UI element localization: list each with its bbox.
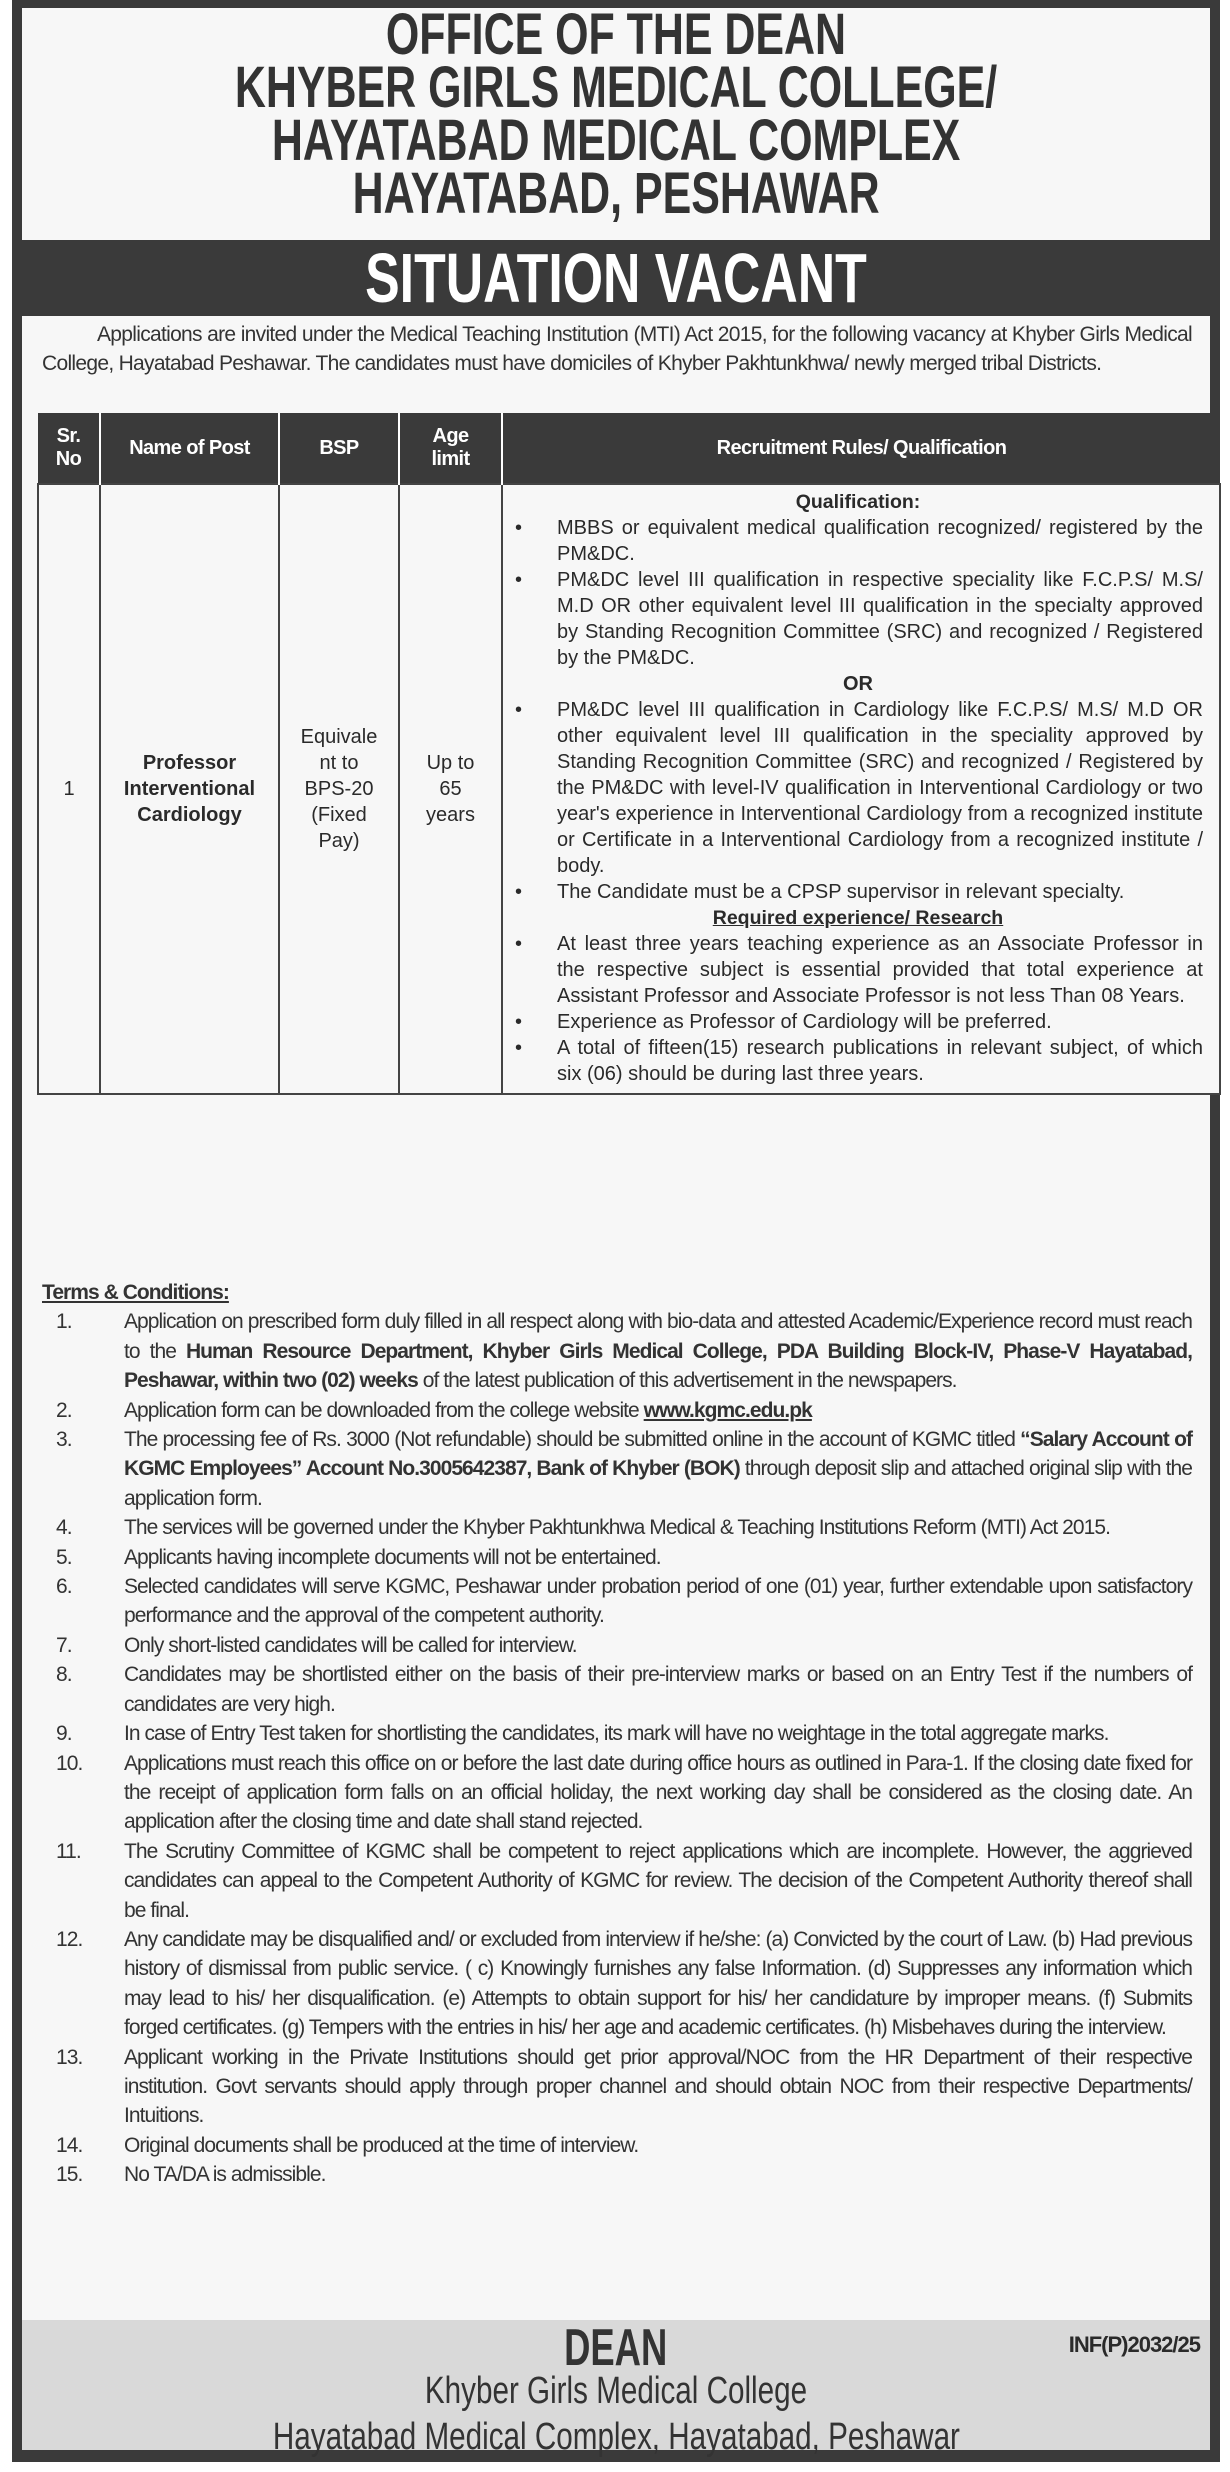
term-number: 14. xyxy=(56,2133,83,2157)
cell-recruitment-rules xyxy=(502,484,1220,1094)
header-text: No xyxy=(55,448,82,470)
term-number: 7. xyxy=(56,1633,72,1657)
bsp-text: BPS-20 xyxy=(304,778,374,800)
term-number: 15. xyxy=(56,2163,83,2187)
office-header xyxy=(22,2,1210,240)
list-item xyxy=(513,1035,1203,1087)
table-row xyxy=(38,484,1220,1094)
term-text: Application form can be downloaded from the college website xyxy=(124,1398,644,1422)
header-line: HAYATABAD MEDICAL COMPLEX xyxy=(271,108,961,173)
term-number: 5. xyxy=(56,1545,72,1569)
situation-vacant-banner xyxy=(22,240,1210,316)
bullet-icon: • xyxy=(515,1037,523,1059)
term-item xyxy=(42,1513,1192,1542)
qualification-list-b xyxy=(513,697,1203,905)
col-recruitment-rules: Recruitment Rules/ Qualification xyxy=(502,413,1220,484)
list-item-text: The Candidate must be a CPSP supervisor in relevant specialty. xyxy=(557,881,1125,903)
col-bsp: BSP xyxy=(279,413,399,484)
term-item xyxy=(42,1749,1192,1837)
term-text: The Scrutiny Committee of KGMC shall be competent to reject applications which are incomplete. However, the aggrieved candidates can appeal to the Competent Authority of KGMC for review. The decision of the Competent Authority thereof shall be final. xyxy=(124,1839,1192,1922)
col-age-limit xyxy=(399,413,502,484)
age-text: Up to xyxy=(426,752,475,774)
term-number: 2. xyxy=(56,1398,72,1422)
list-item-text: A total of fifteen(15) research publications in relevant subject, of which six (06) should be during last three years. xyxy=(557,1037,1203,1085)
list-item xyxy=(513,515,1203,567)
bullet-icon: • xyxy=(515,517,523,539)
list-item xyxy=(513,1009,1203,1035)
signature-footer xyxy=(22,2319,1210,2458)
term-number: 1. xyxy=(56,1310,72,1334)
term-text: Application on prescribed form duly filled in all respect along with bio-data and attested Academic/Experience record must reach to the xyxy=(124,1310,1192,1363)
term-text: Any candidate may be disqualified and/ or excluded from interview if he/she: (a) Convicted by the court of Law. (b) Had previous history of dismissal from public service. ( c) Knowingly furnishes any false Information. (d) Suppresses any information which may lead to his/ her disqualification. (e) Attempts to obtain support for his/ her candidature by improper means. (f) Submits forged certificates. (g) Tempers with the entries in his/ her age and academic certificates. (h) Misbehaves during the interview. xyxy=(124,1927,1192,2040)
list-item xyxy=(513,697,1203,879)
term-text: Applications must reach this office on or before the last date during office hours as outlined in Para-1. If the closing date fixed for the receipt of application form falls on an official holiday, the next working day shall be considered as the closing date. An application after the closing time and date shall stand rejected. xyxy=(124,1751,1192,1834)
list-item-text: MBBS or equivalent medical qualification recognized/ registered by the PM&DC. xyxy=(557,517,1203,565)
cell-sr-no: 1 xyxy=(38,484,100,1094)
advertisement-reference: INF(P)2032/25 xyxy=(1068,2332,1200,2357)
term-item xyxy=(42,1572,1192,1631)
experience-heading: Required experience/ Research xyxy=(712,907,1004,929)
header-text: Age xyxy=(432,425,469,447)
term-text: Candidates may be shortlisted either on the basis of their pre-interview marks or based on an Entry Test if the numbers of candidates are very high. xyxy=(124,1663,1192,1716)
term-text: through deposit slip and attached original slip with the application form. xyxy=(124,1457,1192,1510)
term-item xyxy=(42,1631,1192,1660)
advertisement-frame xyxy=(12,0,1220,2462)
list-item xyxy=(513,567,1203,671)
list-item xyxy=(513,931,1203,1009)
list-item xyxy=(513,879,1203,905)
age-text: years xyxy=(426,804,475,826)
post-text: Professor xyxy=(142,752,237,774)
term-number: 10. xyxy=(56,1751,83,1775)
header-text: limit xyxy=(431,448,470,470)
list-item-text: At least three years teaching experience as an Associate Professor in the respective subject is essential provided that total experience at Assistant Professor and Associate Professor is not less Than 08 Years. xyxy=(557,933,1203,1007)
term-text: Original documents shall be produced at the time of interview. xyxy=(124,2133,639,2157)
term-text: Only short-listed candidates will be called for interview. xyxy=(124,1633,577,1657)
bsp-text: (Fixed xyxy=(311,804,367,826)
term-number: 11. xyxy=(56,1839,81,1863)
bsp-text: Equivale xyxy=(300,726,378,748)
term-number: 6. xyxy=(56,1575,72,1599)
col-name-of-post: Name of Post xyxy=(100,413,279,484)
header-line: OFFICE OF THE DEAN xyxy=(385,2,847,67)
qualification-heading: Qualification: xyxy=(795,491,921,513)
intro-paragraph: Applications are invited under the Medical Teaching Institution (MTI) Act 2015, for the following vacancy at Khyber Girls Medical College, Hayatabad Peshawar. The candidates must have domiciles of Khyber Pakhtunkhwa/ newly merged tribal Districts. xyxy=(42,323,1192,375)
bsp-text: nt to xyxy=(319,752,359,774)
term-text: Applicant working in the Private Institutions should get prior approval/NOC from the HR Department of their respective institution. Govt servants should apply through proper channel and should obtain NOC from their respective Departments/ Intuitions. xyxy=(124,2045,1192,2128)
list-item-text: PM&DC level III qualification in Cardiology like F.C.P.S/ M.S/ M.D OR other equivalent level III qualification in the speciality approved by Standing Recognition Committee (SRC) and recognized / Registered by the PM&DC with level-IV qualification in Interventional Cardiology or two year's experience in Interventional Cardiology from a recognized institute or Certificate in a Interventional Cardiology from a recognized institute / body. xyxy=(557,699,1203,877)
terms-and-conditions xyxy=(42,1278,1192,2190)
dean-title: DEAN xyxy=(564,2319,668,2377)
footer-college: Khyber Girls Medical College xyxy=(424,2370,808,2412)
term-text: Selected candidates will serve KGMC, Peshawar under probation period of one (01) year, further extendable upon satisfactory performance and the approval of the competent authority. xyxy=(124,1575,1192,1628)
term-text: Applicants having incomplete documents will not be entertained. xyxy=(124,1545,661,1569)
term-item xyxy=(42,2043,1192,2131)
list-item-text: Experience as Professor of Cardiology will be preferred. xyxy=(557,1011,1052,1033)
term-text: The services will be governed under the Khyber Pakhtunkhwa Medical & Teaching Institutions Reform (MTI) Act 2015. xyxy=(124,1516,1110,1540)
header-text: Sr. xyxy=(56,425,81,447)
header-line: KHYBER GIRLS MEDICAL COLLEGE/ xyxy=(234,55,998,120)
vacancy-table xyxy=(37,413,1221,1095)
bullet-icon: • xyxy=(515,1011,523,1033)
bullet-icon: • xyxy=(515,699,523,721)
term-item xyxy=(42,2160,1192,2189)
term-item xyxy=(42,1307,1192,1395)
cell-age xyxy=(399,484,502,1094)
term-item xyxy=(42,1396,1192,1425)
footer-address: Hayatabad Medical Complex, Hayatabad, Peshawar xyxy=(272,2416,960,2458)
cell-post xyxy=(100,484,279,1094)
post-text: Cardiology xyxy=(137,804,242,826)
website-link[interactable]: www.kgmc.edu.pk xyxy=(643,1398,812,1422)
bullet-icon: • xyxy=(515,569,523,591)
post-text: Interventional xyxy=(123,778,256,800)
cell-bsp xyxy=(279,484,399,1094)
age-text: 65 xyxy=(439,778,462,800)
terms-heading: Terms & Conditions: xyxy=(42,1281,229,1304)
term-number: 13. xyxy=(56,2045,83,2069)
list-item-text: PM&DC level III qualification in respective speciality like F.C.P.S/ M.S/ M.D OR other equivalent level III qualification in the specialty approved by Standing Recognition Committee (SRC) and recognized / Registered by the PM&DC. xyxy=(557,569,1203,669)
term-number: 12. xyxy=(56,1927,83,1951)
term-number: 8. xyxy=(56,1663,72,1687)
bullet-icon: • xyxy=(515,933,523,955)
term-number: 3. xyxy=(56,1428,72,1452)
term-item xyxy=(42,1925,1192,2043)
term-text-bold: “Salary Account of KGMC Employees” Account No.3005642387, Bank of Khyber (BOK) xyxy=(124,1428,1192,1481)
or-separator: OR xyxy=(843,673,873,695)
term-item xyxy=(42,1837,1192,1925)
term-text: In case of Entry Test taken for shortlisting the candidates, its mark will have no weightage in the total aggregate marks. xyxy=(124,1722,1109,1746)
term-item xyxy=(42,1425,1192,1513)
term-item xyxy=(42,1543,1192,1572)
term-number: 9. xyxy=(56,1722,72,1746)
banner-title: SITUATION VACANT xyxy=(365,239,867,317)
bullet-icon: • xyxy=(515,881,523,903)
term-text: of the latest publication of this advertisement in the newspapers. xyxy=(417,1369,957,1393)
bsp-text: Pay) xyxy=(318,830,360,852)
terms-list xyxy=(42,1307,1192,2189)
table-header-row xyxy=(38,413,1220,484)
term-item xyxy=(42,2131,1192,2160)
col-sr-no xyxy=(38,413,100,484)
advertisement xyxy=(22,2,1210,2458)
header-line: HAYATABAD, PESHAWAR xyxy=(352,161,880,226)
experience-list xyxy=(513,931,1203,1087)
term-text-bold: Human Resource Department, Khyber Girls Medical College, PDA Building Block-IV, Phase-V Hayatabad, Peshawar, within two (02) weeks xyxy=(124,1339,1192,1393)
term-item xyxy=(42,1660,1192,1719)
term-item xyxy=(42,1719,1192,1748)
qualification-list-a xyxy=(513,515,1203,671)
term-number: 4. xyxy=(56,1516,72,1540)
term-text: No TA/DA is admissible. xyxy=(124,2163,326,2187)
term-text: The processing fee of Rs. 3000 (Not refundable) should be submitted online in the account of KGMC titled xyxy=(124,1428,1021,1452)
